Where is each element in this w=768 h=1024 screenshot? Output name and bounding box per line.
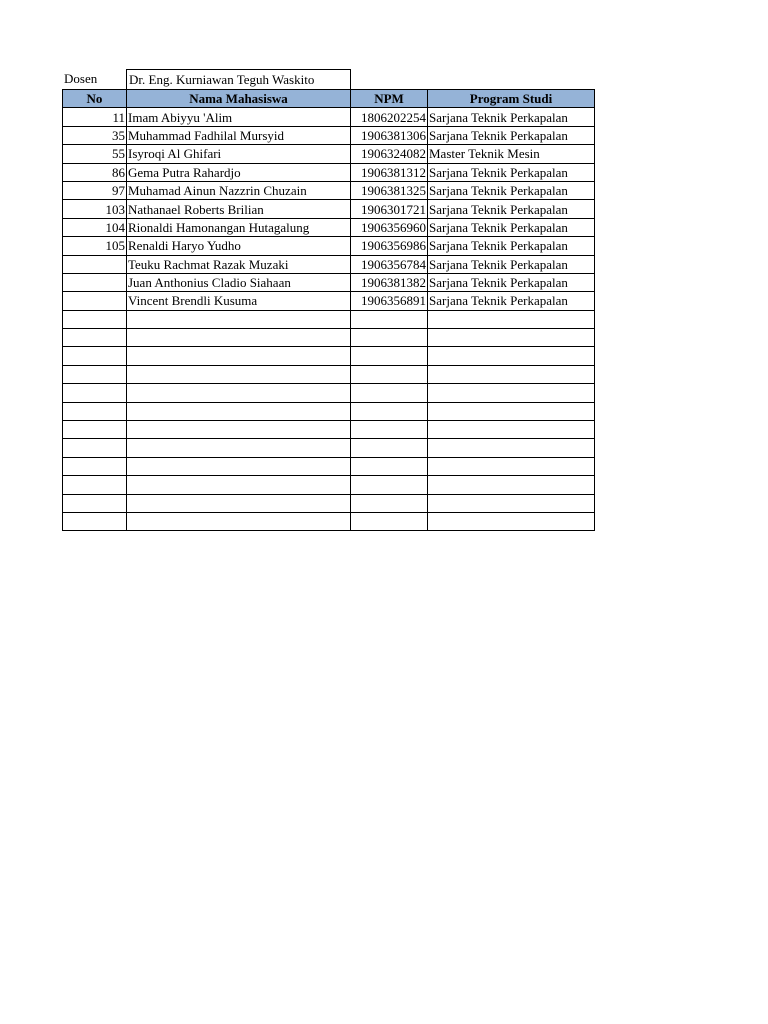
cell-no[interactable] <box>63 384 127 402</box>
table-header-row <box>63 90 595 108</box>
cell-program[interactable] <box>428 402 595 420</box>
table-row <box>63 145 595 163</box>
table-row <box>63 237 595 255</box>
cell-npm[interactable]: 1906324082 <box>351 145 428 163</box>
cell-program[interactable]: Sarjana Teknik Perkapalan <box>428 163 595 181</box>
cell-name[interactable]: Imam Abiyyu 'Alim <box>127 108 351 126</box>
cell-program[interactable]: Sarjana Teknik Perkapalan <box>428 126 595 144</box>
cell-no[interactable]: 35 <box>63 126 127 144</box>
cell-no[interactable] <box>63 255 127 273</box>
table-row <box>63 384 595 402</box>
cell-program[interactable] <box>428 457 595 475</box>
table-row <box>63 126 595 144</box>
cell-no[interactable] <box>63 402 127 420</box>
cell-program[interactable]: Sarjana Teknik Perkapalan <box>428 273 595 291</box>
cell-npm[interactable]: 1906381306 <box>351 126 428 144</box>
spreadsheet <box>62 69 595 531</box>
table-row <box>63 108 595 126</box>
cell-program[interactable]: Master Teknik Mesin <box>428 145 595 163</box>
cell-no[interactable] <box>63 292 127 310</box>
cell-name[interactable]: Isyroqi Al Ghifari <box>127 145 351 163</box>
header-name[interactable]: Nama Mahasiswa <box>127 90 351 108</box>
dosen-label: Dosen <box>64 71 98 86</box>
cell-program[interactable] <box>428 347 595 365</box>
cell-npm[interactable]: 1906381312 <box>351 163 428 181</box>
dosen-row <box>62 69 595 89</box>
table-row <box>63 329 595 347</box>
cell-npm[interactable] <box>351 365 428 383</box>
cell-program[interactable]: Sarjana Teknik Perkapalan <box>428 200 595 218</box>
cell-program[interactable] <box>428 310 595 328</box>
table-body <box>63 108 595 531</box>
cell-name[interactable] <box>127 329 351 347</box>
cell-no[interactable] <box>63 494 127 512</box>
cell-no[interactable] <box>63 310 127 328</box>
cell-name[interactable] <box>127 384 351 402</box>
cell-name[interactable]: Vincent Brendli Kusuma <box>127 292 351 310</box>
cell-npm[interactable] <box>351 329 428 347</box>
cell-program[interactable] <box>428 329 595 347</box>
cell-no[interactable]: 97 <box>63 181 127 199</box>
cell-no[interactable]: 104 <box>63 218 127 236</box>
dosen-name-cell[interactable]: Dr. Eng. Kurniawan Teguh Waskito <box>126 69 351 89</box>
cell-npm[interactable] <box>351 457 428 475</box>
table-row <box>63 402 595 420</box>
cell-program[interactable] <box>428 384 595 402</box>
cell-program[interactable]: Sarjana Teknik Perkapalan <box>428 108 595 126</box>
cell-program[interactable]: Sarjana Teknik Perkapalan <box>428 255 595 273</box>
cell-program[interactable] <box>428 476 595 494</box>
table-row <box>63 292 595 310</box>
cell-name[interactable]: Renaldi Haryo Yudho <box>127 237 351 255</box>
cell-no[interactable]: 55 <box>63 145 127 163</box>
cell-name[interactable]: Juan Anthonius Cladio Siahaan <box>127 273 351 291</box>
cell-name[interactable]: Rionaldi Hamonangan Hutagalung <box>127 218 351 236</box>
cell-program[interactable]: Sarjana Teknik Perkapalan <box>428 237 595 255</box>
cell-name[interactable]: Muhamad Ainun Nazzrin Chuzain <box>127 181 351 199</box>
student-table <box>62 89 595 531</box>
header-npm[interactable]: NPM <box>351 90 428 108</box>
cell-no[interactable] <box>63 439 127 457</box>
cell-program[interactable]: Sarjana Teknik Perkapalan <box>428 181 595 199</box>
cell-npm[interactable] <box>351 494 428 512</box>
cell-program[interactable] <box>428 365 595 383</box>
cell-npm[interactable]: 1906356784 <box>351 255 428 273</box>
table-row <box>63 310 595 328</box>
cell-program[interactable]: Sarjana Teknik Perkapalan <box>428 292 595 310</box>
table-row <box>63 494 595 512</box>
cell-name[interactable] <box>127 512 351 530</box>
cell-name[interactable] <box>127 310 351 328</box>
table-row <box>63 181 595 199</box>
cell-name[interactable] <box>127 421 351 439</box>
table-row <box>63 421 595 439</box>
cell-npm[interactable]: 1906301721 <box>351 200 428 218</box>
cell-npm[interactable] <box>351 402 428 420</box>
cell-program[interactable]: Sarjana Teknik Perkapalan <box>428 218 595 236</box>
cell-npm[interactable] <box>351 421 428 439</box>
cell-no[interactable]: 103 <box>63 200 127 218</box>
table-row <box>63 273 595 291</box>
cell-program[interactable] <box>428 494 595 512</box>
cell-name[interactable]: Gema Putra Rahardjo <box>127 163 351 181</box>
cell-npm[interactable]: 1806202254 <box>351 108 428 126</box>
cell-name[interactable]: Muhammad Fadhilal Mursyid <box>127 126 351 144</box>
cell-no[interactable] <box>63 457 127 475</box>
table-row <box>63 200 595 218</box>
cell-program[interactable] <box>428 421 595 439</box>
cell-no[interactable]: 11 <box>63 108 127 126</box>
cell-no[interactable] <box>63 476 127 494</box>
table-row <box>63 218 595 236</box>
cell-no[interactable]: 105 <box>63 237 127 255</box>
cell-npm[interactable]: 1906356986 <box>351 237 428 255</box>
cell-npm[interactable]: 1906381325 <box>351 181 428 199</box>
cell-npm[interactable]: 1906356960 <box>351 218 428 236</box>
table-row <box>63 476 595 494</box>
cell-no[interactable] <box>63 365 127 383</box>
cell-npm[interactable] <box>351 512 428 530</box>
cell-no[interactable] <box>63 512 127 530</box>
cell-program[interactable] <box>428 512 595 530</box>
header-no[interactable]: No <box>63 90 127 108</box>
cell-npm[interactable] <box>351 476 428 494</box>
cell-name[interactable] <box>127 365 351 383</box>
cell-name[interactable]: Teuku Rachmat Razak Muzaki <box>127 255 351 273</box>
cell-name[interactable] <box>127 439 351 457</box>
table-row <box>63 365 595 383</box>
cell-no[interactable] <box>63 347 127 365</box>
cell-no[interactable] <box>63 329 127 347</box>
table-row <box>63 347 595 365</box>
cell-name[interactable] <box>127 476 351 494</box>
table-row <box>63 439 595 457</box>
cell-name[interactable] <box>127 457 351 475</box>
cell-no[interactable]: 86 <box>63 163 127 181</box>
cell-name[interactable] <box>127 494 351 512</box>
cell-npm[interactable]: 1906356891 <box>351 292 428 310</box>
cell-program[interactable] <box>428 439 595 457</box>
cell-name[interactable] <box>127 347 351 365</box>
cell-no[interactable] <box>63 421 127 439</box>
cell-npm[interactable] <box>351 347 428 365</box>
cell-name[interactable] <box>127 402 351 420</box>
cell-no[interactable] <box>63 273 127 291</box>
cell-npm[interactable] <box>351 384 428 402</box>
cell-npm[interactable]: 1906381382 <box>351 273 428 291</box>
table-row <box>63 512 595 530</box>
table-row <box>63 163 595 181</box>
cell-npm[interactable] <box>351 439 428 457</box>
table-row <box>63 255 595 273</box>
cell-name[interactable]: Nathanael Roberts Brilian <box>127 200 351 218</box>
header-program[interactable]: Program Studi <box>428 90 595 108</box>
table-row <box>63 457 595 475</box>
cell-npm[interactable] <box>351 310 428 328</box>
